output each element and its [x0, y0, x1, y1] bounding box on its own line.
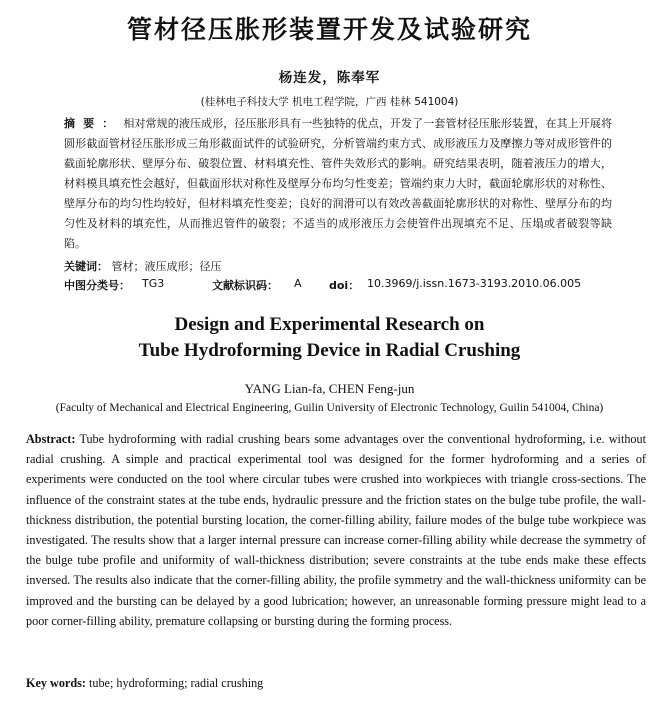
- english-abstract-label: Abstract:: [26, 432, 76, 446]
- doi-value: 10.3969/j.issn.1673-3193.2010.06.005: [367, 277, 582, 290]
- english-abstract: [26, 429, 646, 631]
- chinese-abstract-label: 摘要：: [64, 117, 122, 130]
- english-keywords: [26, 676, 263, 691]
- chinese-keywords-label: 关键词：: [64, 260, 108, 273]
- english-authors: YANG Lian-fa, CHEN Feng-jun: [244, 381, 415, 396]
- doi-label: doi：: [329, 279, 360, 292]
- english-keywords-text: tube; hydroforming; radial crushing: [88, 676, 264, 690]
- class-number-label: 中图分类号：: [64, 279, 130, 292]
- chinese-keywords-text: 管材；液压成形；径压: [111, 260, 222, 273]
- doc-code-value: A: [294, 277, 302, 290]
- chinese-keywords: [64, 258, 612, 274]
- chinese-title: 管材径压胀形装置开发及试验研究: [126, 15, 532, 44]
- chinese-affiliation: (桂林电子科技大学 机电工程学院，广西 桂林 541004): [200, 96, 459, 108]
- english-title-line-2: Tube Hydroforming Device in Radial Crushing: [138, 340, 521, 361]
- class-number-value: TG3: [142, 277, 165, 290]
- english-title-line-1: Design and Experimental Research on: [174, 314, 485, 335]
- english-title: [0, 312, 659, 364]
- english-abstract-text: Tube hydroforming with radial crushing bears some advantages over the conventional hydroforming, i.e. without radial crushing. A simple and practical experimental tool was designed for the former hydroforming and a series of experiments were conducted on the tool where circular tubes were crushed into workpieces with triangle cross-sections. The influence of the constraint states at the tube ends, hydraulic pressure and the friction states on the bulge tube profile, the wall-thickness distribution, the potential bursting location, the corner-filling ability, failure modes of the bulge tube workpiece was investigated. The results show that a larger internal pressure can increase corner-filling ability while decrease the symmetry of the bulge tube profile and uniformity of wall-thickness distribution; severe constraints at the tube ends make these effects inversed. The results also indicate that the corner-filling ability, the profile symmetry and the wall-thickness uniformity can be improved and the bursting can be delayed by a good lubrication; however, an unreasonable forming pressure might lead to a poor corner-filling ability, premature collapsing or bursting during the forming process.: [26, 432, 646, 628]
- chinese-authors: 杨连发，陈奉军: [278, 70, 381, 86]
- english-affiliation: (Faculty of Mechanical and Electrical Engineering, Guilin University of Electronic Technology, Guilin 541004, China): [55, 402, 604, 414]
- doc-code-label: 文献标识码：: [212, 279, 278, 292]
- english-keywords-label: Key words:: [26, 676, 86, 690]
- chinese-abstract: [64, 114, 612, 254]
- chinese-abstract-text: 相对常规的液压成形，径压胀形具有一些独特的优点，开发了一套管材径压胀形装置，在其上开展将圆形截面管材径压胀形成三角形截面试件的试验研究，分析管端约束方式、成形液压力及摩擦力等对成形管件的截面轮廓形状、壁厚分布、破裂位置、材料填充性、管件失效形式的影响。研究结果表明，随着液压力的增大，材料模具填充性会越好，但截面形状对称性及壁厚分布均匀性变差；管端约束力大时，截面轮廓形状的对称性、壁厚分布的均匀性均较好，但材料填充性变差；良好的润滑可以有效改善截面轮廓形状的对称性、壁厚分布的均匀性及材料的填充性，从而推迟管件的破裂；不适当的成形液压力会使管件出现填充不足、压塌或者破裂等缺陷。: [64, 117, 612, 250]
